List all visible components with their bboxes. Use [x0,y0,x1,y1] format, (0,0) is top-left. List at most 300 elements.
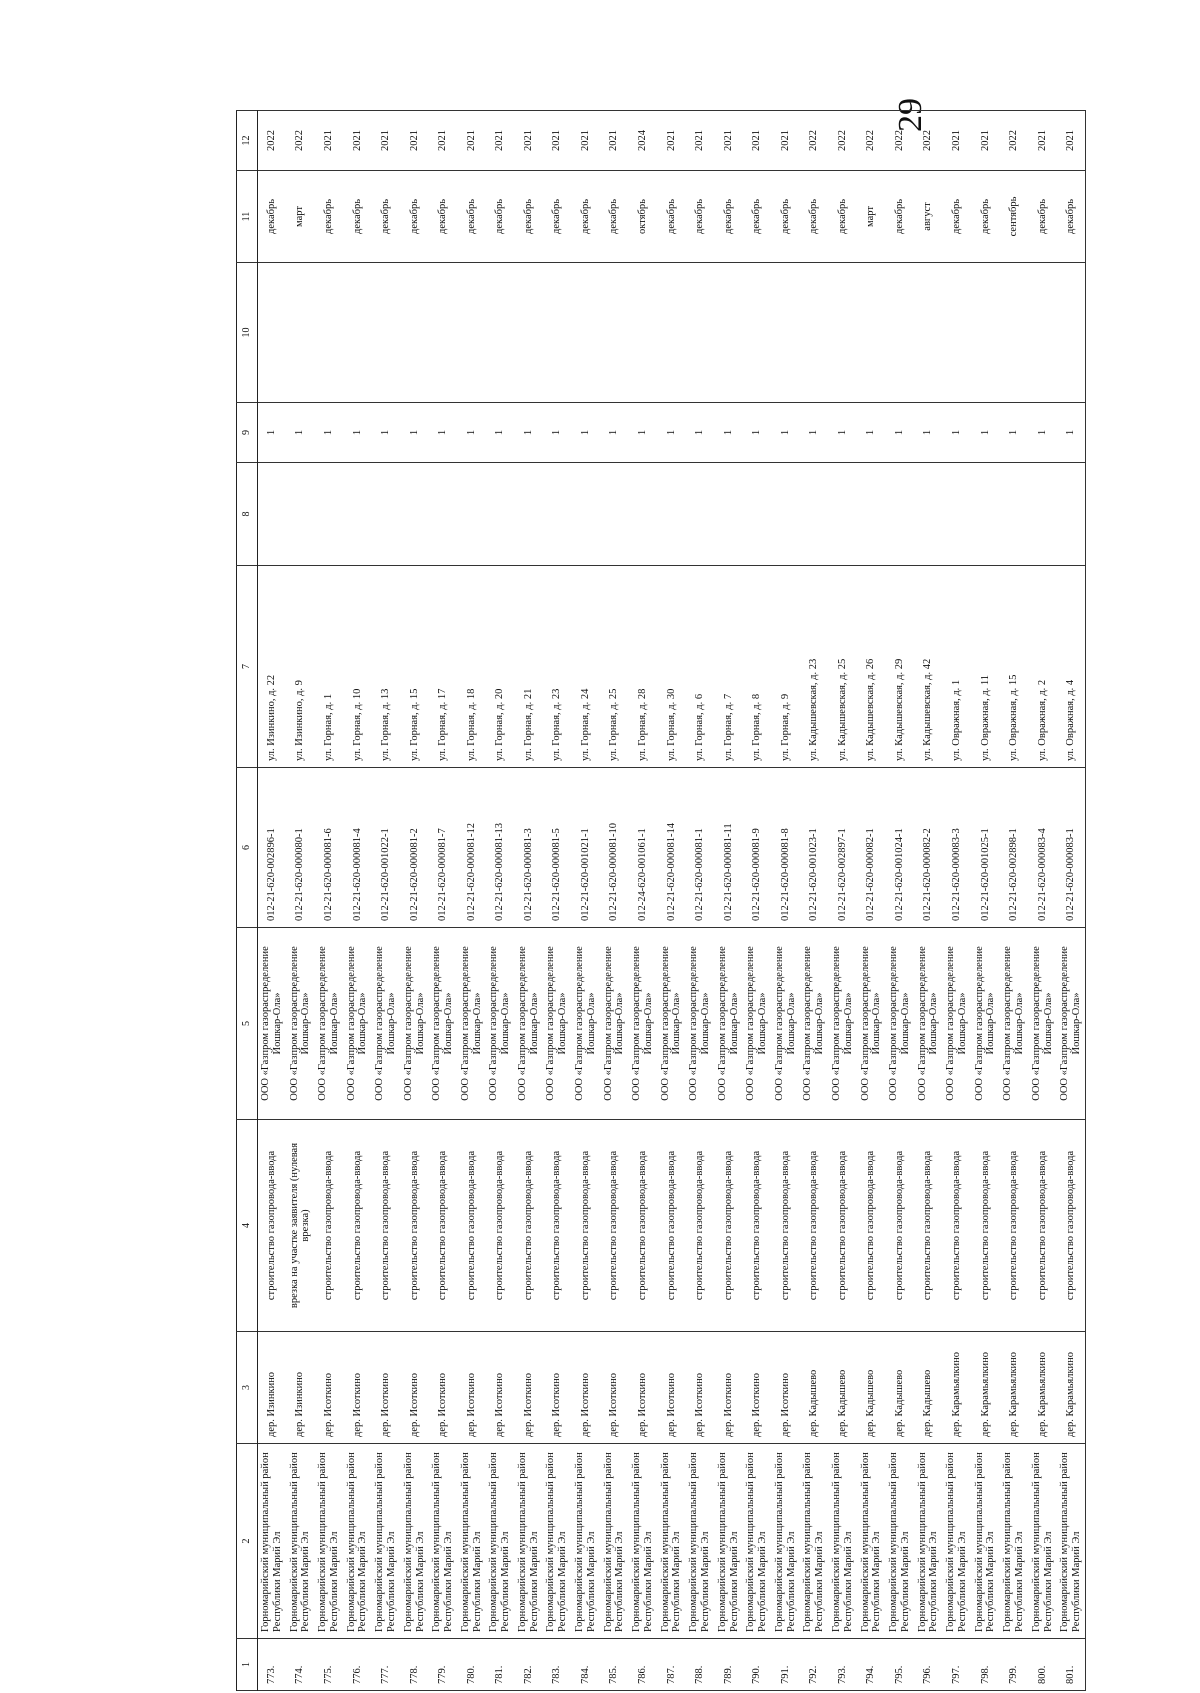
application-code-cell: 012-21-620-000081-8 [771,768,800,928]
month-cell: декабрь [315,171,344,263]
count-cell: 1 [372,403,401,463]
column-header: 1 [237,1639,258,1691]
table-row [1057,111,1086,1691]
column-10-cell [457,263,486,403]
year-cell: 2021 [657,111,686,171]
table-row [914,111,943,1691]
year-cell: 2021 [572,111,601,171]
locality-cell: дер. Карамьялкино [1057,1332,1086,1444]
column-8-cell [286,463,315,566]
locality-cell: дер. Исоткино [514,1332,543,1444]
table-row [714,111,743,1691]
work-type-cell: строительство газопровода-ввода [686,1120,715,1332]
locality-cell: дер. Исоткино [343,1332,372,1444]
row-number-cell: 774. [286,1639,315,1691]
application-code-cell: 012-21-620-000081-3 [514,768,543,928]
owner-cell: ООО «Газпром газораспределение Йошкар-Ола» [372,928,401,1120]
column-header: 4 [237,1120,258,1332]
row-number-cell: 773. [258,1639,287,1691]
address-cell: ул. Горная, д. 23 [543,566,572,768]
year-cell: 2021 [343,111,372,171]
count-cell: 1 [315,403,344,463]
column-10-cell [629,263,658,403]
column-10-cell [914,263,943,403]
locality-cell: дер. Исоткино [686,1332,715,1444]
work-type-cell: строительство газопровода-ввода [258,1120,287,1332]
address-cell: ул. Овражная, д. 11 [971,566,1000,768]
work-type-cell: строительство газопровода-ввода [372,1120,401,1332]
row-number-cell: 799. [1000,1639,1029,1691]
count-cell: 1 [886,403,915,463]
count-cell: 1 [629,403,658,463]
application-code-cell: 012-21-620-000081-9 [743,768,772,928]
month-cell: декабрь [771,171,800,263]
owner-cell: ООО «Газпром газораспределение Йошкар-Ола» [543,928,572,1120]
table-row [857,111,886,1691]
column-10-cell [714,263,743,403]
application-code-cell: 012-21-620-001023-1 [800,768,829,928]
locality-cell: дер. Исоткино [457,1332,486,1444]
owner-cell: ООО «Газпром газораспределение Йошкар-Ола» [1057,928,1086,1120]
column-8-cell [1000,463,1029,566]
application-code-cell: 012-21-620-000081-14 [657,768,686,928]
district-cell: Горномарийский муниципальный район Республики Марий Эл [971,1444,1000,1639]
address-cell: ул. Изинкино, д. 9 [286,566,315,768]
count-cell: 1 [943,403,972,463]
table-row [343,111,372,1691]
count-cell: 1 [572,403,601,463]
year-cell: 2021 [971,111,1000,171]
column-8-cell [372,463,401,566]
work-type-cell: строительство газопровода-ввода [800,1120,829,1332]
owner-cell: ООО «Газпром газораспределение Йошкар-Ола» [600,928,629,1120]
application-code-cell: 012-21-620-000083-3 [943,768,972,928]
column-header: 6 [237,768,258,928]
count-cell: 1 [400,403,429,463]
row-number-cell: 793. [828,1639,857,1691]
district-cell: Горномарийский муниципальный район Республики Марий Эл [572,1444,601,1639]
address-cell: ул. Овражная, д. 2 [1028,566,1057,768]
column-8-cell [943,463,972,566]
owner-cell: ООО «Газпром газораспределение Йошкар-Ола» [429,928,458,1120]
column-10-cell [771,263,800,403]
application-code-cell: 012-21-620-000082-1 [857,768,886,928]
column-10-cell [600,263,629,403]
table-row [800,111,829,1691]
column-header: 7 [237,566,258,768]
owner-cell: ООО «Газпром газораспределение Йошкар-Ола» [457,928,486,1120]
locality-cell: дер. Исоткино [372,1332,401,1444]
column-8-cell [714,463,743,566]
table-row [743,111,772,1691]
address-cell: ул. Горная, д. 24 [572,566,601,768]
application-code-cell: 012-21-620-000081-10 [600,768,629,928]
column-8-cell [258,463,287,566]
table-row [943,111,972,1691]
application-code-cell: 012-21-620-000083-1 [1057,768,1086,928]
application-code-cell: 012-21-620-002898-1 [1000,768,1029,928]
owner-cell: ООО «Газпром газораспределение Йошкар-Ола» [828,928,857,1120]
table-row [372,111,401,1691]
month-cell: декабрь [657,171,686,263]
table-row [543,111,572,1691]
month-cell: декабрь [800,171,829,263]
district-cell: Горномарийский муниципальный район Республики Марий Эл [1000,1444,1029,1639]
table-row [258,111,287,1691]
count-cell: 1 [286,403,315,463]
year-cell: 2022 [1000,111,1029,171]
month-cell: декабрь [543,171,572,263]
column-10-cell [886,263,915,403]
locality-cell: дер. Кадышево [800,1332,829,1444]
district-cell: Горномарийский муниципальный район Республики Марий Эл [686,1444,715,1639]
count-cell: 1 [429,403,458,463]
address-cell: ул. Горная, д. 17 [429,566,458,768]
work-type-cell: строительство газопровода-ввода [828,1120,857,1332]
work-type-cell: строительство газопровода-ввода [971,1120,1000,1332]
district-cell: Горномарийский муниципальный район Республики Марий Эл [400,1444,429,1639]
column-header: 9 [237,403,258,463]
year-cell: 2021 [686,111,715,171]
owner-cell: ООО «Газпром газораспределение Йошкар-Ола» [400,928,429,1120]
locality-cell: дер. Кадышево [857,1332,886,1444]
year-cell: 2021 [714,111,743,171]
locality-cell: дер. Исоткино [600,1332,629,1444]
address-cell: ул. Горная, д. 21 [514,566,543,768]
row-number-cell: 780. [457,1639,486,1691]
table-row [886,111,915,1691]
count-cell: 1 [714,403,743,463]
locality-cell: дер. Изинкино [258,1332,287,1444]
month-cell: декабрь [400,171,429,263]
address-cell: ул. Горная, д. 25 [600,566,629,768]
owner-cell: ООО «Газпром газораспределение Йошкар-Ола» [657,928,686,1120]
row-number-cell: 781. [486,1639,515,1691]
address-cell: ул. Горная, д. 20 [486,566,515,768]
district-cell: Горномарийский муниципальный район Республики Марий Эл [771,1444,800,1639]
table-row [572,111,601,1691]
row-number-cell: 792. [800,1639,829,1691]
year-cell: 2021 [600,111,629,171]
year-cell: 2022 [886,111,915,171]
column-10-cell [828,263,857,403]
work-type-cell: строительство газопровода-ввода [657,1120,686,1332]
column-8-cell [914,463,943,566]
application-code-cell: 012-21-620-000081-4 [343,768,372,928]
column-8-cell [486,463,515,566]
row-number-cell: 786. [629,1639,658,1691]
district-cell: Горномарийский муниципальный район Республики Марий Эл [629,1444,658,1639]
locality-cell: дер. Кадышево [886,1332,915,1444]
owner-cell: ООО «Газпром газораспределение Йошкар-Ола» [800,928,829,1120]
work-type-cell: строительство газопровода-ввода [714,1120,743,1332]
count-cell: 1 [1028,403,1057,463]
locality-cell: дер. Исоткино [743,1332,772,1444]
year-cell: 2022 [857,111,886,171]
owner-cell: ООО «Газпром газораспределение Йошкар-Ола» [1028,928,1057,1120]
count-cell: 1 [486,403,515,463]
district-cell: Горномарийский муниципальный район Республики Марий Эл [543,1444,572,1639]
work-type-cell: строительство газопровода-ввода [1028,1120,1057,1332]
month-cell: декабрь [971,171,1000,263]
year-cell: 2021 [771,111,800,171]
application-code-cell: 012-24-620-001061-1 [629,768,658,928]
row-number-cell: 785. [600,1639,629,1691]
year-cell: 2022 [828,111,857,171]
locality-cell: дер. Исоткино [771,1332,800,1444]
table-row [657,111,686,1691]
locality-cell: дер. Исоткино [572,1332,601,1444]
district-cell: Горномарийский муниципальный район Республики Марий Эл [372,1444,401,1639]
address-cell: ул. Кадышевская, д. 25 [828,566,857,768]
locality-cell: дер. Исоткино [714,1332,743,1444]
district-cell: Горномарийский муниципальный район Республики Марий Эл [1057,1444,1086,1639]
year-cell: 2021 [457,111,486,171]
column-8-cell [657,463,686,566]
locality-cell: дер. Исоткино [629,1332,658,1444]
column-10-cell [657,263,686,403]
column-10-cell [971,263,1000,403]
count-cell: 1 [828,403,857,463]
work-type-cell: врезка на участке заявителя (нулевая врезка) [286,1120,315,1332]
column-10-cell [258,263,287,403]
row-number-cell: 782. [514,1639,543,1691]
year-cell: 2021 [1057,111,1086,171]
district-cell: Горномарийский муниципальный район Республики Марий Эл [286,1444,315,1639]
owner-cell: ООО «Газпром газораспределение Йошкар-Ола» [629,928,658,1120]
application-code-cell: 012-21-620-000081-5 [543,768,572,928]
row-number-cell: 776. [343,1639,372,1691]
column-8-cell [800,463,829,566]
year-cell: 2022 [914,111,943,171]
application-code-cell: 012-21-620-000081-7 [429,768,458,928]
count-cell: 1 [1057,403,1086,463]
row-number-cell: 796. [914,1639,943,1691]
table-row [457,111,486,1691]
month-cell: март [286,171,315,263]
application-code-cell: 012-21-620-001022-1 [372,768,401,928]
address-cell: ул. Горная, д. 13 [372,566,401,768]
row-number-cell: 794. [857,1639,886,1691]
column-10-cell [543,263,572,403]
district-cell: Горномарийский муниципальный район Республики Марий Эл [1028,1444,1057,1639]
month-cell: октябрь [629,171,658,263]
column-8-cell [572,463,601,566]
column-10-cell [429,263,458,403]
owner-cell: ООО «Газпром газораспределение Йошкар-Ола» [686,928,715,1120]
district-cell: Горномарийский муниципальный район Республики Марий Эл [486,1444,515,1639]
owner-cell: ООО «Газпром газораспределение Йошкар-Ола» [286,928,315,1120]
locality-cell: дер. Исоткино [543,1332,572,1444]
column-8-cell [1057,463,1086,566]
locality-cell: дер. Карамьялкино [943,1332,972,1444]
row-number-cell: 778. [400,1639,429,1691]
table-row [514,111,543,1691]
row-number-cell: 800. [1028,1639,1057,1691]
count-cell: 1 [600,403,629,463]
work-type-cell: строительство газопровода-ввода [457,1120,486,1332]
work-type-cell: строительство газопровода-ввода [771,1120,800,1332]
column-10-cell [743,263,772,403]
count-cell: 1 [543,403,572,463]
application-code-cell: 012-21-620-001025-1 [971,768,1000,928]
month-cell: декабрь [886,171,915,263]
year-cell: 2021 [486,111,515,171]
column-10-cell [1028,263,1057,403]
column-8-cell [686,463,715,566]
address-cell: ул. Горная, д. 8 [743,566,772,768]
column-10-cell [514,263,543,403]
address-cell: ул. Горная, д. 6 [686,566,715,768]
work-type-cell: строительство газопровода-ввода [857,1120,886,1332]
district-cell: Горномарийский муниципальный район Республики Марий Эл [600,1444,629,1639]
owner-cell: ООО «Газпром газораспределение Йошкар-Ола» [971,928,1000,1120]
column-header: 2 [237,1444,258,1639]
application-code-cell: 012-21-620-000081-2 [400,768,429,928]
count-cell: 1 [971,403,1000,463]
district-cell: Горномарийский муниципальный район Республики Марий Эл [943,1444,972,1639]
year-cell: 2022 [800,111,829,171]
locality-cell: дер. Исоткино [429,1332,458,1444]
year-cell: 2021 [1028,111,1057,171]
column-8-cell [1028,463,1057,566]
owner-cell: ООО «Газпром газораспределение Йошкар-Ола» [743,928,772,1120]
owner-cell: ООО «Газпром газораспределение Йошкар-Ола» [1000,928,1029,1120]
address-cell: ул. Горная, д. 1 [315,566,344,768]
application-code-cell: 012-21-620-000081-11 [714,768,743,928]
column-10-cell [286,263,315,403]
row-number-cell: 790. [743,1639,772,1691]
work-type-cell: строительство газопровода-ввода [543,1120,572,1332]
gas-connection-register-table [236,110,1086,1691]
count-cell: 1 [258,403,287,463]
address-cell: ул. Горная, д. 9 [771,566,800,768]
table-row [400,111,429,1691]
locality-cell: дер. Исоткино [315,1332,344,1444]
year-cell: 2021 [372,111,401,171]
count-cell: 1 [771,403,800,463]
month-cell: декабрь [686,171,715,263]
month-cell: сентябрь [1000,171,1029,263]
district-cell: Горномарийский муниципальный район Республики Марий Эл [914,1444,943,1639]
row-number-cell: 779. [429,1639,458,1691]
district-cell: Горномарийский муниципальный район Республики Марий Эл [514,1444,543,1639]
column-8-cell [771,463,800,566]
count-cell: 1 [857,403,886,463]
row-number-cell: 798. [971,1639,1000,1691]
column-8-cell [400,463,429,566]
table-row [1000,111,1029,1691]
owner-cell: ООО «Газпром газораспределение Йошкар-Ола» [857,928,886,1120]
work-type-cell: строительство газопровода-ввода [343,1120,372,1332]
locality-cell: дер. Кадышево [914,1332,943,1444]
owner-cell: ООО «Газпром газораспределение Йошкар-Ола» [315,928,344,1120]
column-8-cell [971,463,1000,566]
work-type-cell: строительство газопровода-ввода [943,1120,972,1332]
column-10-cell [572,263,601,403]
table-row [629,111,658,1691]
year-cell: 2021 [943,111,972,171]
locality-cell: дер. Карамьялкино [1028,1332,1057,1444]
application-code-cell: 012-21-620-000081-1 [686,768,715,928]
address-cell: ул. Кадышевская, д. 42 [914,566,943,768]
column-8-cell [343,463,372,566]
work-type-cell: строительство газопровода-ввода [914,1120,943,1332]
column-header: 3 [237,1332,258,1444]
row-number-cell: 775. [315,1639,344,1691]
owner-cell: ООО «Газпром газораспределение Йошкар-Ола» [943,928,972,1120]
application-code-cell: 012-21-620-001021-1 [572,768,601,928]
column-8-cell [629,463,658,566]
count-cell: 1 [343,403,372,463]
year-cell: 2024 [629,111,658,171]
owner-cell: ООО «Газпром газораспределение Йошкар-Ола» [886,928,915,1120]
district-cell: Горномарийский муниципальный район Республики Марий Эл [714,1444,743,1639]
column-8-cell [543,463,572,566]
column-8-cell [429,463,458,566]
month-cell: декабрь [743,171,772,263]
work-type-cell: строительство газопровода-ввода [315,1120,344,1332]
owner-cell: ООО «Газпром газораспределение Йошкар-Ола» [258,928,287,1120]
district-cell: Горномарийский муниципальный район Республики Марий Эл [457,1444,486,1639]
district-cell: Горномарийский муниципальный район Республики Марий Эл [343,1444,372,1639]
column-10-cell [1057,263,1086,403]
work-type-cell: строительство газопровода-ввода [629,1120,658,1332]
address-cell: ул. Изинкино, д. 22 [258,566,287,768]
district-cell: Горномарийский муниципальный район Республики Марий Эл [800,1444,829,1639]
district-cell: Горномарийский муниципальный район Республики Марий Эл [429,1444,458,1639]
district-cell: Горномарийский муниципальный район Республики Марий Эл [315,1444,344,1639]
row-number-cell: 797. [943,1639,972,1691]
locality-cell: дер. Исоткино [400,1332,429,1444]
month-cell: декабрь [828,171,857,263]
locality-cell: дер. Исоткино [486,1332,515,1444]
address-cell: ул. Горная, д. 7 [714,566,743,768]
month-cell: декабрь [343,171,372,263]
column-header: 8 [237,463,258,566]
column-10-cell [857,263,886,403]
row-number-cell: 788. [686,1639,715,1691]
table-row [600,111,629,1691]
table-body [258,111,1086,1691]
work-type-cell: строительство газопровода-ввода [743,1120,772,1332]
month-cell: декабрь [1057,171,1086,263]
address-cell: ул. Кадышевская, д. 26 [857,566,886,768]
table-row [286,111,315,1691]
application-code-cell: 012-21-620-000082-2 [914,768,943,928]
month-cell: декабрь [572,171,601,263]
owner-cell: ООО «Газпром газораспределение Йошкар-Ола» [486,928,515,1120]
work-type-cell: строительство газопровода-ввода [600,1120,629,1332]
column-header: 10 [237,263,258,403]
column-10-cell [800,263,829,403]
column-10-cell [343,263,372,403]
address-cell: ул. Кадышевская, д. 29 [886,566,915,768]
district-cell: Горномарийский муниципальный район Республики Марий Эл [828,1444,857,1639]
count-cell: 1 [657,403,686,463]
column-8-cell [457,463,486,566]
owner-cell: ООО «Газпром газораспределение Йошкар-Ола» [514,928,543,1120]
month-cell: декабрь [600,171,629,263]
table-row [971,111,1000,1691]
table-row [429,111,458,1691]
table-row [315,111,344,1691]
column-8-cell [828,463,857,566]
application-code-cell: 012-21-620-000080-1 [286,768,315,928]
table-row [486,111,515,1691]
month-cell: декабрь [943,171,972,263]
address-cell: ул. Горная, д. 18 [457,566,486,768]
